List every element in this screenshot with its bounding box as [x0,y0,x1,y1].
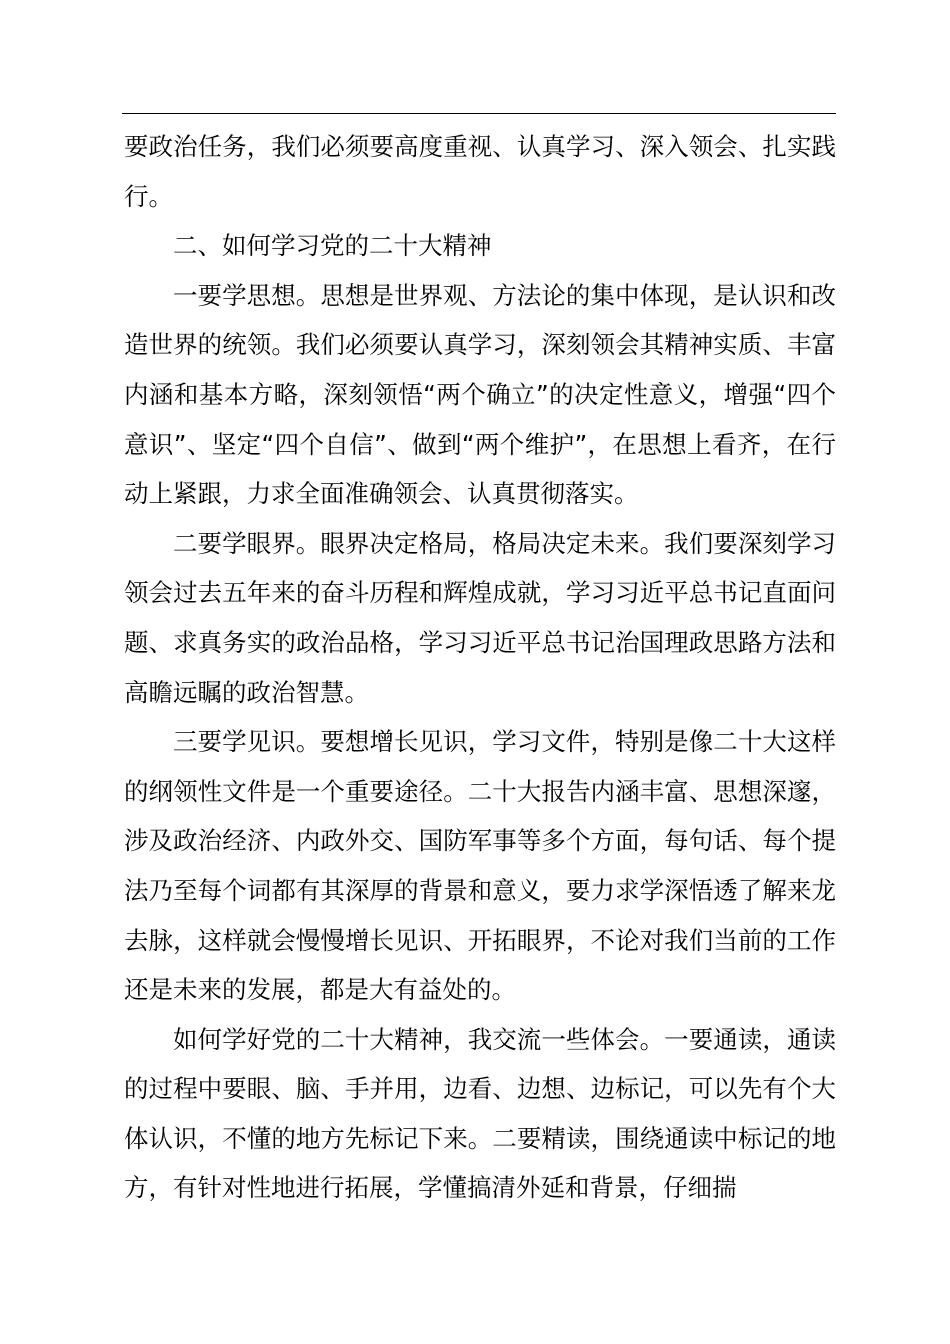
paragraph-vision: 二要学眼界。眼界决定格局，格局决定未来。我们要深刻学习领会过去五年来的奋斗历程和辉煌成就，学习习近平总书记直面问题、求真务实的政治品格，学习习近平总书记治国理政思路方法和高瞻远瞩的政治智慧。 [124,528,836,707]
paragraph-thought: 一要学思想。思想是世界观、方法论的集中体现，是认识和改造世界的统领。我们必须要认真学习，深刻领会其精神实质、丰富内涵和基本方略，深刻领悟“两个确立”的决定性意义，增强“四个意识”、坚定“四个自信”、做到“两个维护”，在思想上看齐，在行动上紧跟，力求全面准确领会、认真贯彻落实。 [124,280,836,509]
header-rule [122,113,836,114]
paragraph-experience: 如何学好党的二十大精神，我交流一些体会。一要通读，通读的过程中要眼、脑、手并用，边看、边想、边标记，可以先有个大体认识，不懂的地方先标记下来。二要精读，围绕通读中标记的地方，有针对性地进行拓展，学懂搞清外延和背景，仔细揣 [124,1024,836,1203]
paragraph-knowledge: 三要学见识。要想增长见识，学习文件，特别是像二十大这样的纲领性文件是一个重要途径。二十大报告内涵丰富、思想深邃，涉及政治经济、内政外交、国防军事等多个方面，每句话、每个提法乃至每个词都有其深厚的背景和意义，要力求学深悟透了解来龙去脉，这样就会慢慢增长见识、开拓眼界，不论对我们当前的工作还是未来的发展，都是大有益处的。 [124,727,836,1005]
paragraph-continued: 要政治任务，我们必须要高度重视、认真学习、深入领会、扎实践行。 [124,132,836,211]
document-body [124,122,836,1213]
section-heading: 二、如何学习党的二十大精神 [173,231,492,261]
